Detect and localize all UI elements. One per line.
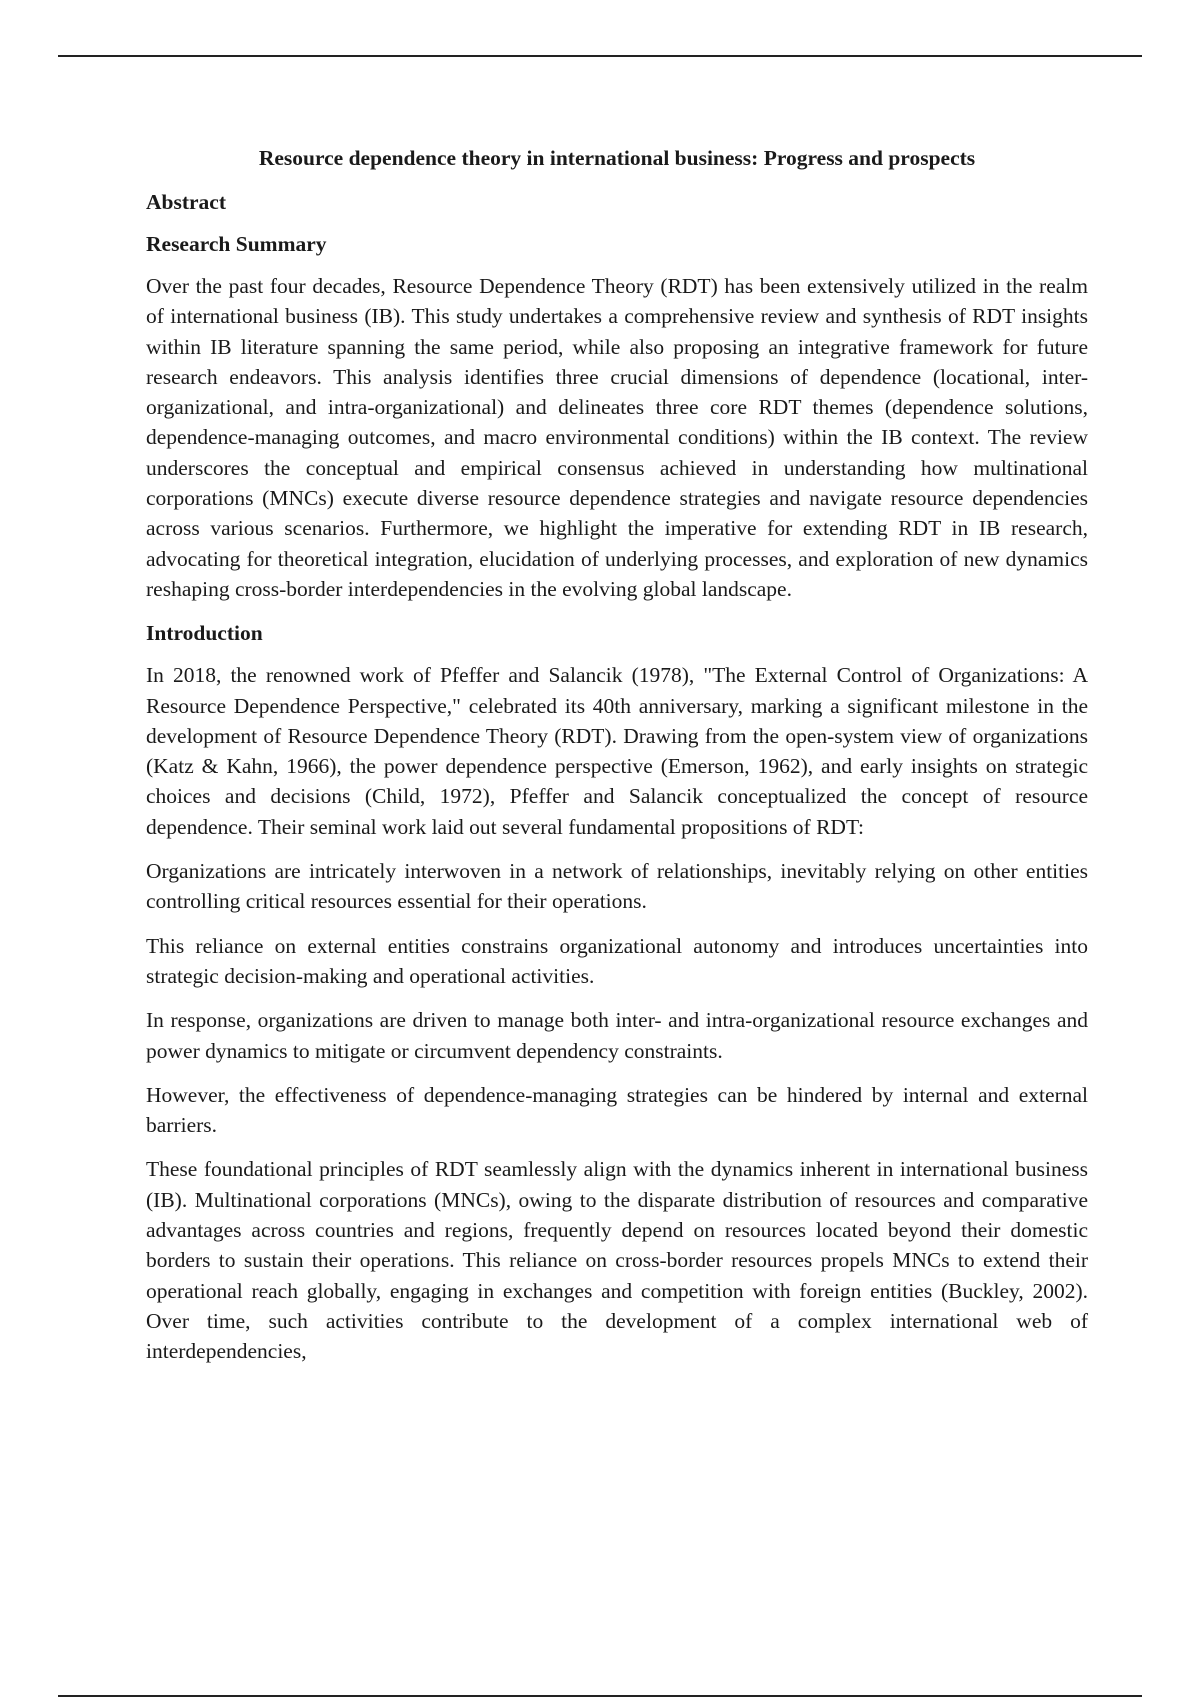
introduction-paragraph-6: These foundational principles of RDT seamlessly align with the dynamics inherent in international business (IB). Multinational corporations (MNCs), owing to the disparate distribution of resources and comparative advantages across countries and regions, frequently depend on resources located beyond their domestic borders to sustain their operations. This reliance on cross-border resources propels MNCs to extend their operational reach globally, engaging in exchanges and competition with foreign entities (Buckley, 2002). Over time, such activities contribute to the development of a complex international web of interdependencies, <box>146 1157 1088 1364</box>
introduction-paragraph-4: In response, organizations are driven to manage both inter- and intra-organizational resource exchanges and power dynamics to mitigate or circumvent dependency constraints. <box>146 1008 1088 1063</box>
introduction-heading: Introduction <box>146 621 263 646</box>
footer-rule <box>58 1695 1142 1697</box>
research-summary-paragraph: Over the past four decades, Resource Dependence Theory (RDT) has been extensively utilized in the realm of international business (IB). This study undertakes a comprehensive review and synthesis of RDT insights within IB literature spanning the same period, while also proposing an integrative framework for future research endeavors. This analysis identifies three crucial dimensions of dependence (locational, inter-organizational, and intra-organizational) and delineates three core RDT themes (dependence solutions, dependence-managing outcomes, and macro environmental conditions) within the IB context. The review underscores the conceptual and empirical consensus achieved in understanding how multinational corporations (MNCs) execute diverse resource dependence strategies and navigate resource dependencies across various scenarios. Furthermore, we highlight the imperative for extending RDT in IB research, advocating for theoretical integration, elucidation of underlying processes, and exploration of new dynamics reshaping cross-border interdependencies in the evolving global landscape. <box>146 274 1088 601</box>
introduction-paragraph-3: This reliance on external entities constrains organizational autonomy and introduces uncertainties into strategic decision-making and operational activities. <box>146 933 1088 988</box>
abstract-heading: Abstract <box>146 190 227 214</box>
header-rule <box>58 55 1142 57</box>
introduction-paragraph-5: However, the effectiveness of dependence-managing strategies can be hindered by internal and external barriers. <box>146 1082 1088 1138</box>
research-summary-heading: Research Summary <box>146 232 327 256</box>
paper-title: Resource dependence theory in international business: Progress and prospects <box>258 146 976 170</box>
introduction-paragraph-1: In 2018, the renowned work of Pfeffer and Salancik (1978), "The External Control of Organizations: A Resource Dependence Perspective," celebrated its 40th anniversary, marking a significant milestone in the development of Resource Dependence Theory (RDT). Drawing from the open-system view of organizations (Katz & Kahn, 1966), the power dependence perspective (Emerson, 1962), and early insights on strategic choices and decisions (Child, 1972), Pfeffer and Salancik conceptualized the concept of resource dependence. Their seminal work laid out several fundamental propositions of RDT: <box>146 663 1088 839</box>
page-content <box>146 143 1088 1381</box>
introduction-paragraph-2: Organizations are intricately interwoven in a network of relationships, inevitably relying on other entities controlling critical resources essential for their operations. <box>146 859 1088 914</box>
